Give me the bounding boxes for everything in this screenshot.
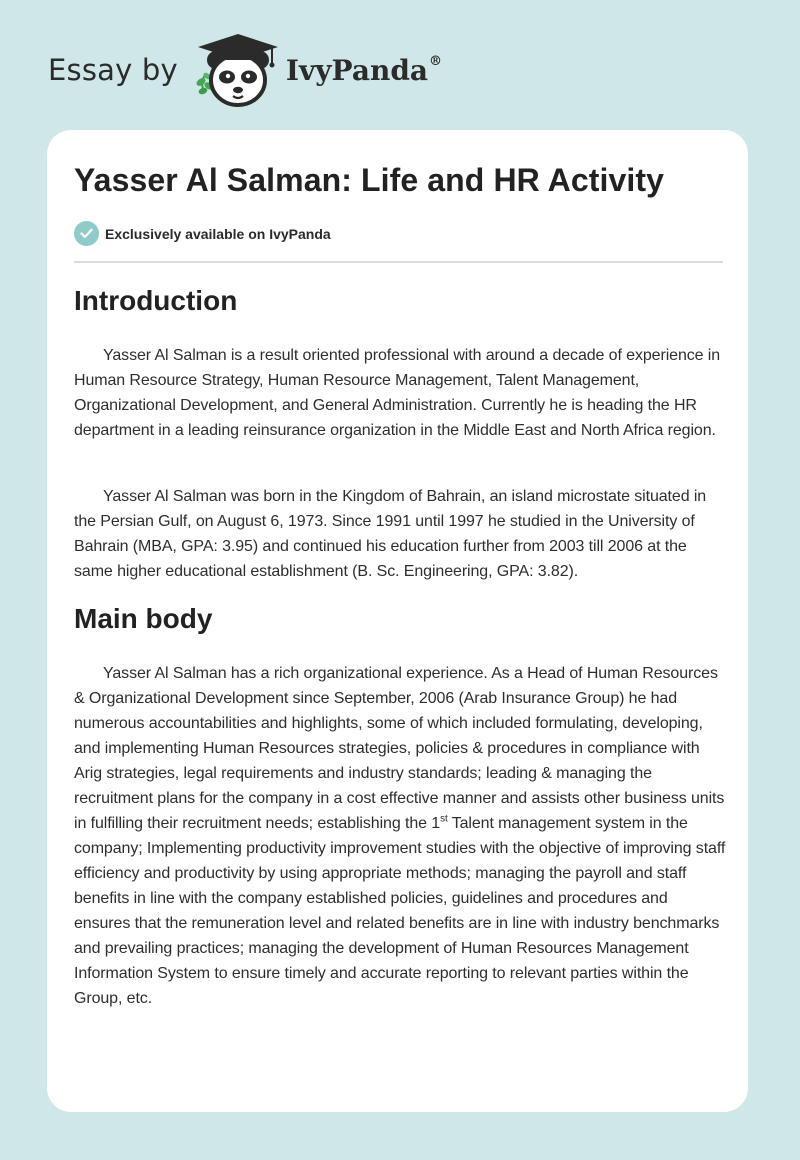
title-divider: [74, 261, 723, 263]
panda-graduate-icon[interactable]: [192, 30, 280, 110]
exclusive-badge-label: Exclusively available on IvyPanda: [105, 225, 331, 242]
check-icon: [74, 221, 99, 246]
registered-mark: ®: [429, 54, 443, 70]
paragraph-main-text-after: Talent management system in the company; Implementing productivity improvement studies with the objective of improving staff efficiency and productivity by using appropriate methods; managing the payroll and staff benefits in line with the company established policies, guidelines and procedures and ensures that the remuneration level and related benefits are in line with industry benchmarks and prevailing practices; managing the development of Human Resources Management Information System to ensure timely and accurate reporting to relevant parties within the Group, etc.: [74, 815, 726, 1007]
paragraph-intro-1: Yasser Al Salman is a result oriented professional with around a decade of experience in Human Resource Strategy, Human Resource Management, Talent Management, Organizational Development, and General Administration. Currently he is heading the HR department in a leading reinsurance organization in the Middle East and North Africa region.: [74, 347, 721, 439]
section-heading-main-body: Main body: [74, 603, 213, 634]
brand-text: IvyPanda: [285, 53, 429, 87]
site-header: [48, 30, 442, 110]
essay-by-label: Essay by: [48, 53, 178, 87]
paragraph-intro-2: Yasser Al Salman was born in the Kingdom of Bahrain, an island microstate situated in the Persian Gulf, on August 6, 1973. Since 1991 until 1997 he studied in the University of Bahrain (MBA, GPA: 3.95) and continued his education further from 2003 till 2006 at the same higher educational establishment (B. Sc. Engineering, GPA: 3.82).: [74, 488, 707, 580]
exclusive-badge: [74, 221, 331, 246]
paragraph-main-body: [74, 661, 726, 1011]
paragraph-main-text-before: Yasser Al Salman has a rich organizational experience. As a Head of Human Resources & Organizational Development since September, 2006 (Arab Insurance Group) he had numerous accountabilities and highlights, some of which included formulating, developing, and implementing Human Resources strategies, policies & procedures in compliance with Arig strategies, legal requirements and industry standards; leading & managing the recruitment plans for the company in a cost effective manner and assists other business units in fulfilling their recruitment needs; establishing the 1: [74, 665, 725, 832]
brand-name[interactable]: [286, 54, 442, 87]
section-heading-introduction: Introduction: [74, 285, 238, 316]
essay-title: Yasser Al Salman: Life and HR Activity: [74, 162, 665, 198]
ordinal-suffix: st: [440, 813, 448, 825]
essay-card: [47, 130, 748, 1112]
